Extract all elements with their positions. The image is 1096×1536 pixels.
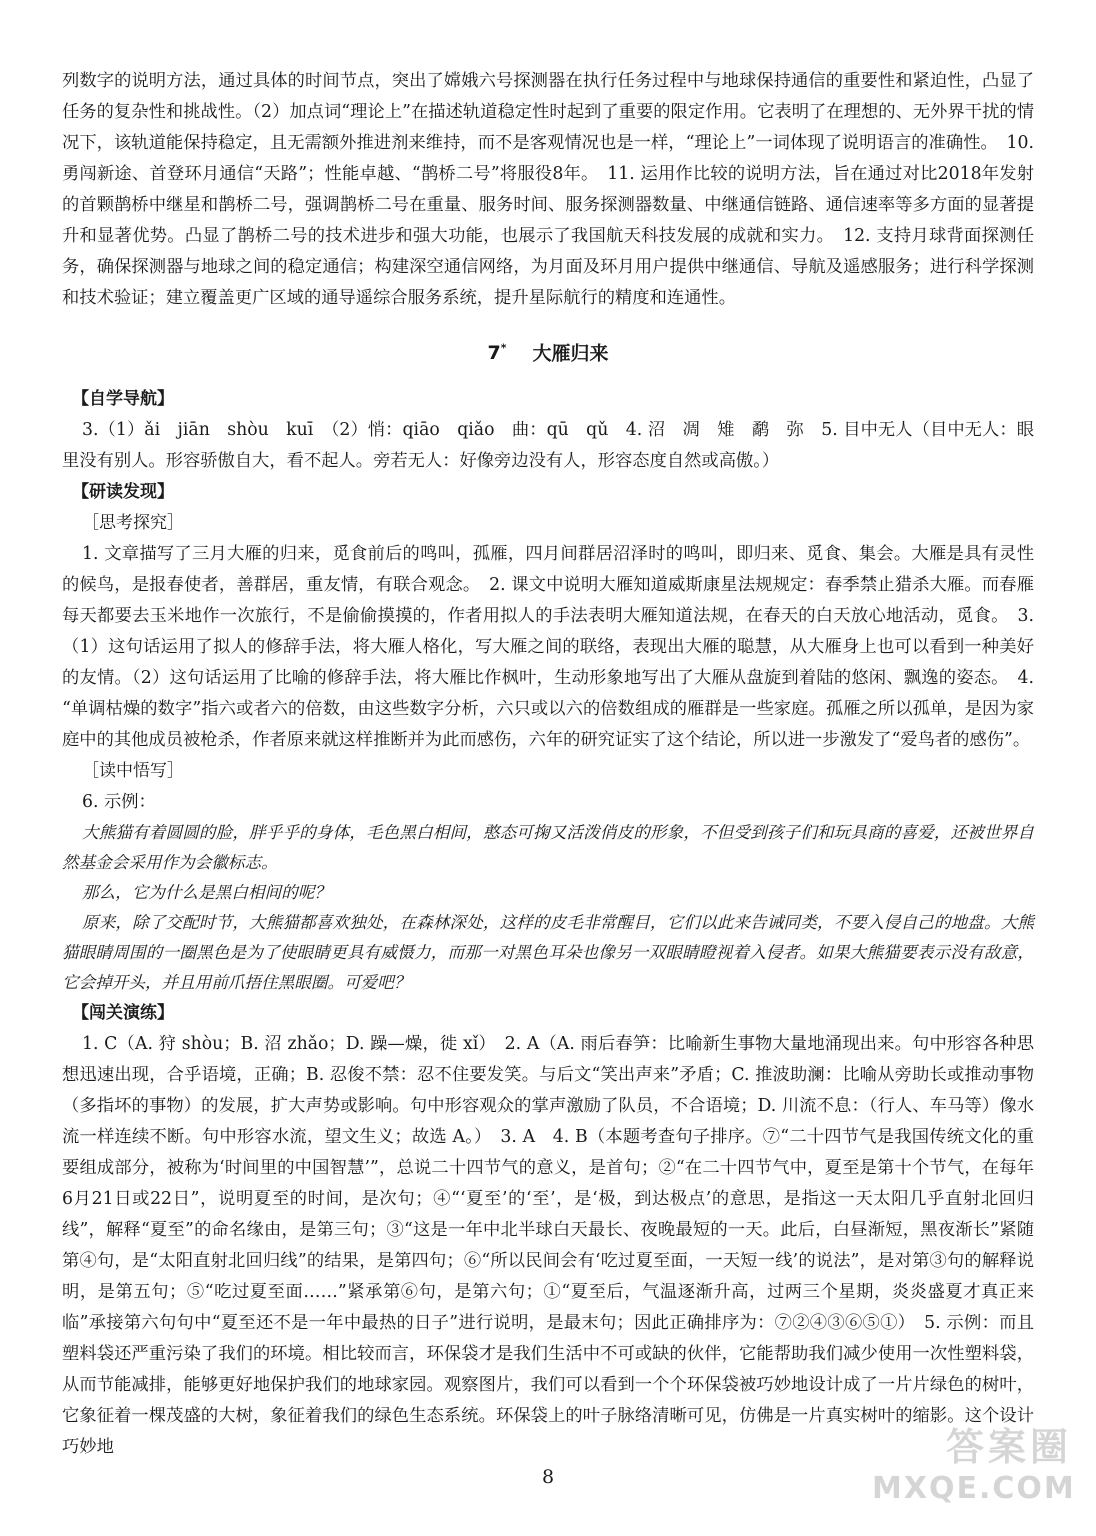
- self-study-heading: 【自学导航】: [72, 389, 174, 410]
- research-heading: 【研读发现】: [72, 482, 174, 503]
- think-explore-text: 1. 文章描写了三月大雁的归来，觅食前后的鸣叫，孤雁，四月间群居沼泽时的鸣叫，即归来、觅食、集会。大雁是具有灵性的候鸟，是报春使者，善群居，重友情，有联合观念。 2. 课文中说明大雁知道威斯康星法规规定：春季禁止猎杀大雁。而春雁每天都要去玉米地作一次旅行，不是偷偷摸摸的，作者用拟人的手法表明大雁知道法规，在春天的白天放心地活动，觅食。 3.（1）这句话运用了拟人的修辞手法，将大雁人格化，写大雁之间的联络，表现出大雁的聪慧，从大雁身上也可以看到一种美好的友情。（2）这句话运用了比喻的修辞手法，将大雁比作枫叶，生动形象地写出了大雁从盘旋到着陆的悠闲、飘逸的姿态。 4. “单调枯燥的数字”指六或者六的倍数，由这些数字分析，六只或以六的倍数组成的雁群是一些家庭。孤雁之所以孤单，是因为家庭中的其他成员被枪杀，作者原来就这样推断并为此而感伤，六年的研究证实了这个结论，所以进一步激发了“爱鸟者的感伤”。: [62, 544, 1034, 751]
- read-write-subheading: ［读中悟写］: [82, 761, 184, 782]
- watermark-logo: [872, 1416, 1076, 1512]
- lesson-title: [62, 334, 1034, 368]
- example-paragraph: 原来，除了交配时节，大熊猫都喜欢独处，在森林深处，这样的皮毛非常醒目，它们以此来告诫同类，不要入侵自己的地盘。大熊猫眼睛周围的一圈黑色是为了使眼睛更具有威慑力，而那一对黑色耳朵也像另一双眼睛瞪视着入侵者。如果大熊猫要表示没有敌意，它会掉开头，并且用前爪捂住黑眼圈。可爱吧？: [62, 913, 1034, 993]
- watermark-bottom: MXQE.COM: [872, 1471, 1076, 1506]
- practice-text: 1. C（A. 狩 shòu；B. 沼 zhǎo；D. 躁—燥，徙 xǐ） 2. A（A. 雨后春笋：比喻新生事物大量地涌现出来。句中形容各种思想迅速出现，合乎语境，正确；B. 忍俊不禁：忍不住要发笑。与后文“笑出声来”矛盾；C. 推波助澜：比喻从旁助长或推动事物（多指坏的事物）的发展，扩大声势或影响。句中形容观众的掌声激励了队员，不合语境；D. 川流不息：（行人、车马等）像水流一样连续不断。句中形容水流，望文生义；故选 A。） 3. A 4. B（本题考查句子排序。⑦“二十四节气是我国传统文化的重要组成部分，被称为‘时间里的中国智慧’”，总说二十四节气的意义，是首句；②“在二十四节气中，夏至是第十个节气，在每年6月21日或22日”，说明夏至的时间，是次句；④“‘夏至’的‘至’，是‘极，到达极点’的意思，是指这一天太阳几乎直射北回归线”，解释“夏至”的命名缘由，是第三句；③“这是一年中北半球白天最长、夜晚最短的一天。此后，白昼渐短，黑夜渐长”紧随第④句，是“太阳直射北回归线”的结果，是第四句；⑥“所以民间会有‘吃过夏至面，一天短一线’的说法”，是对第③句的解释说明，是第五句；⑤“吃过夏至面……”紧承第⑥句，是第六句；①“夏至后，气温逐渐升高，过两三个星期，炎炎盛夏才真正来临”承接第六句句中“夏至还不是一年中最热的日子”进行说明，是最末句；因此正确排序为：⑦②④③⑥⑤①） 5. 示例：而且塑料袋还严重污染了我们的环境。相比较而言，环保袋才是我们生活中不可或缺的伙伴，它能帮助我们减少使用一次性塑料袋，从而节能减排，能够更好地保护我们的地球家园。观察图片，我们可以看到一个个环保袋被巧妙地设计成了一片片绿色的树叶，它象征着一棵茂盛的大树，象征着我们的绿色生态系统。环保袋上的叶子脉络清晰可见，仿佛是一片真实树叶的缩影。这个设计巧妙地: [62, 1034, 1034, 1458]
- page-content: [62, 66, 1034, 1463]
- top-paragraph: 列数字的说明方法，通过具体的时间节点，突出了嫦娥六号探测器在执行任务过程中与地球保持通信的重要性和紧迫性，凸显了任务的复杂性和挑战性。（2）加点词“理论上”在描述轨道稳定性时起到了重要的限定作用。它表明了在理想的、无外界干扰的情况下，该轨道能保持稳定，且无需额外推进剂来维持，而不是客观情况也是一样，“理论上”一词体现了说明语言的准确性。 10. 勇闯新途、首登环月通信“天路”；性能卓越、“鹊桥二号”将服役8年。 11. 运用作比较的说明方法，旨在通过对比2018年发射的首颗鹊桥中继星和鹊桥二号，强调鹊桥二号在重量、服务时间、服务探测器数量、中继通信链路、通信速率等多方面的显著提升和显著优势。凸显了鹊桥二号的技术进步和强大功能，也展示了我国航天科技发展的成就和实力。 12. 支持月球背面探测任务，确保探测器与地球之间的稳定通信；构建深空通信网络，为月面及环月用户提供中继通信、导航及遥感服务；进行科学探测和技术验证；建立覆盖更广区域的通导遥综合服务系统，提升星际航行的精度和连通性。: [62, 71, 1034, 308]
- watermark-top: 答案圈: [945, 1425, 1072, 1469]
- think-explore-subheading: ［思考探究］: [82, 513, 184, 534]
- self-study-text: 3.（1）ǎi jiān shòu kuī （2）悄：qiāo qiǎo 曲：qū qǔ 4. 沼 凋 雉 鹬 弥 5. 目中无人（目中无人：眼里没有别人。形容骄傲自大，看不起人。旁若无人：好像旁边没有人，形容态度自然或高傲。）: [62, 420, 1034, 472]
- example-paragraph: 大熊猫有着圆圆的脸，胖乎乎的身体，毛色黑白相间，憨态可掬又活泼俏皮的形象，不但受到孩子们和玩具商的喜爱，还被世界自然基金会采用作为会徽标志。: [62, 823, 1034, 873]
- example-block: [62, 818, 1034, 998]
- page-number: 8: [541, 1466, 555, 1488]
- lesson-title-text: 大雁归来: [532, 342, 609, 365]
- example-paragraph: 那么，它为什么是黑白相间的呢？: [82, 883, 331, 903]
- practice-heading: 【闯关演练】: [72, 1003, 174, 1024]
- lesson-number: 7*: [487, 342, 507, 365]
- example-label: 6. 示例：: [82, 792, 156, 813]
